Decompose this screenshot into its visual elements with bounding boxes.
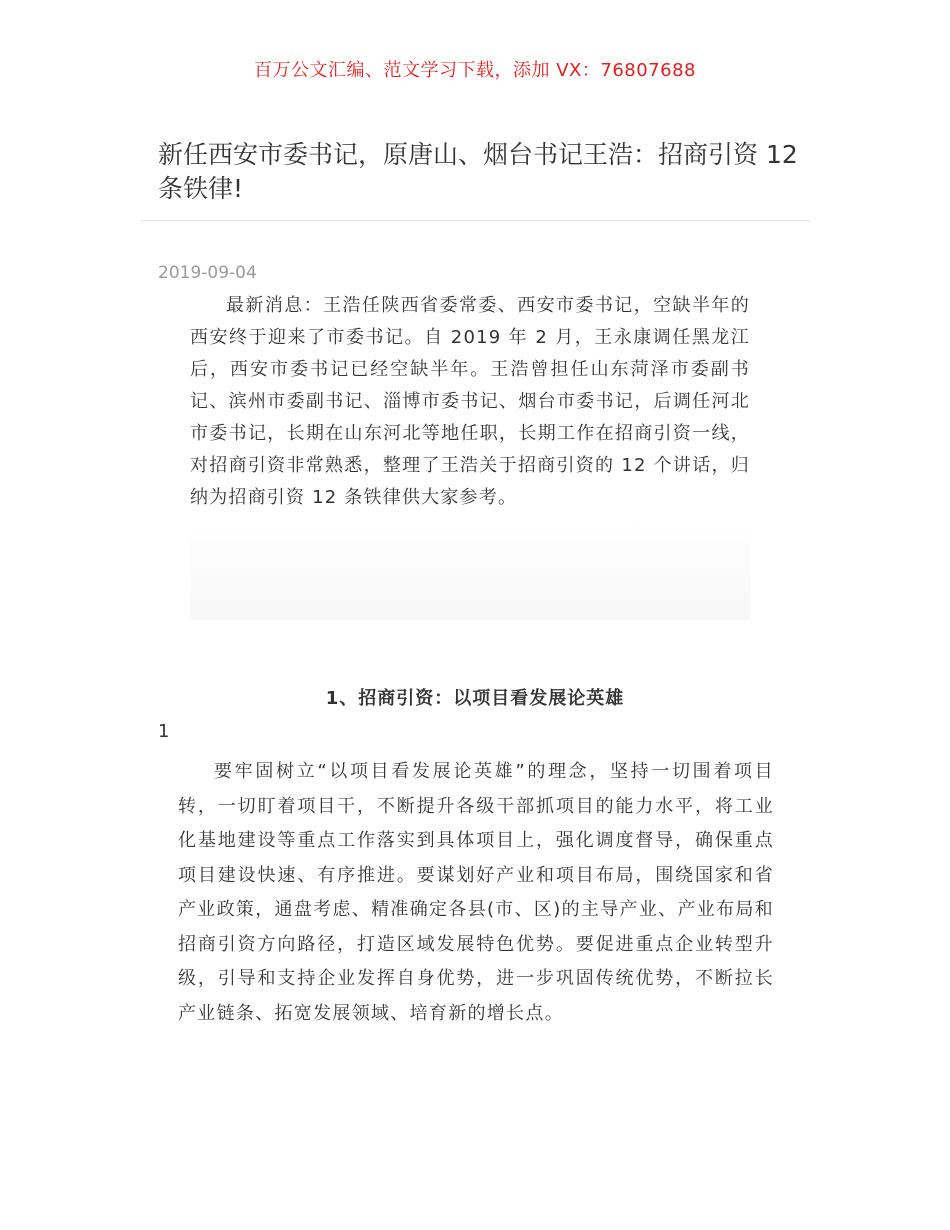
section-heading: 1、招商引资：以项目看发展论英雄 (325, 688, 625, 709)
intro-paragraph: 最新消息：王浩任陕西省委常委、西安市委书记，空缺半年的西安终于迎来了市委书记。自 2019 年 2 月，王永康调任黑龙江后，西安市委书记已经空缺半年。王浩曾担任山东菏泽市委副书记、滨州市委副书记、淄博市委书记、烟台市委书记，后调任河北市委书记，长期在山东河北等地任职，长期工作在招商引资一线，对招商引资非常熟悉，整理了王浩关于招商引资的 12 个讲话，归纳为招商引资 12 条铁律供大家参考。 (190, 295, 750, 508)
article-title: 新任西安市委书记，原唐山、烟台书记王浩：招商引资 12 条铁律! (158, 140, 798, 203)
publish-date: 2019-09-04 (158, 263, 257, 283)
watermark-banner: 百万公文汇编、范文学习下载，添加 VX：76807688 (254, 60, 696, 81)
section-number: 1 (158, 721, 170, 742)
section-body-paragraph: 要牢固树立“以项目看发展论英雄”的理念，坚持一切围着项目转，一切盯着项目干，不断提升各级干部抓项目的能力水平，将工业化基地建设等重点工作落实到具体项目上，强化调度督导，确保重点项目建设快速、有序推进。要谋划好产业和项目布局，围绕国家和省产业政策，通盘考虑、精准确定各县(市、区)的主导产业、产业布局和招商引资方向路径，打造区域发展特色优势。要促进重点企业转型升级，引导和支持企业发挥自身优势，进一步巩固传统优势，不断拉长产业链条、拓宽发展领域、培育新的增长点。 (178, 761, 774, 1024)
title-divider (140, 220, 810, 221)
